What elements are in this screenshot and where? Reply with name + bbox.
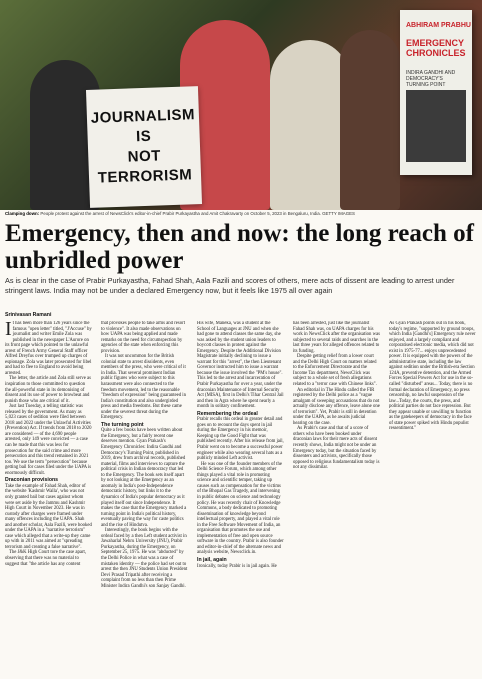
article-column-5: [389, 321, 476, 677]
book-subtitle: INDIRA GANDHI AND DEMOCRACY'S TURNING POINT: [406, 70, 456, 88]
protest-placard: [86, 86, 202, 208]
placard-line: JOURNALISM: [90, 106, 196, 127]
headline: Emergency, then and now: the long reach of unbridled power: [5, 220, 474, 274]
article-paragraph: His wife, Maneka, was a student at the School of Languages at JNU and when she had gone to attend classes the same day, she was asked by the student union leaders to boycott classes in protest against the Emergency. Despite the Additional Division Magistrate initially declining to issue a warrant for this "arrest", the then Lieutenant Governor instructed him to issue a warrant because the issue involved the "PM's house". This led to the arrest and incarceration of Prabir Purkayastha for over a year, under the draconian Maintenance of Internal Security Act (MISA), first in Delhi's Tihar Central Jail and then in Agra where he spent nearly a month in solitary confinement.: [197, 321, 284, 410]
article-paragraph: Ironically, today Prabir is in jail again. He: [197, 563, 277, 569]
book-author: ABHIRAM PRABHU: [406, 22, 471, 29]
article-paragraph: As Gyan Prakash points out in his book, today's regime, "supported by ground troops, which India [Gandhi's] Emergency rule never enjoyed, and a largely compliant and corporatised electronic media, which did not exist in 1975-77... enjoys unprecedented power. It is equipped with the powers of the administrative state, including the law against sedition under the British-era Section 124A, preventive detention, and the Armed Forces Special Powers Act for use in the so-called "disturbed" areas... Today, there is no formal declaration of Emergency, no press censorship, no lawful suspension of the law...Today, the courts, the press, and political parties do not face repression. But they appear unable or unwilling to function as the gatekeepers of democracy in the face of state power spiked with Hindu populist ressentiment.": [389, 321, 476, 432]
book-cover: [400, 10, 472, 175]
byline: Srinivasan Ramani: [5, 312, 52, 318]
article-paragraph: Just last Tuesday, a telling statistic was released by the government. As many as 5,023 cases of sedition were filed between 2018 and 2022 under the Unlawful Activities (Prevention) Act. If trends from 2018 to 2020 are considered — of the 4,690 people arrested, only 149 were convicted — a case can be made that this was less for prosecution for the said crime and more persecution and this trend remained in 2021 too. We use the term "persecution" because getting bail for cases filed under the UAPA is enormously difficult.: [5, 404, 92, 476]
article-paragraph: It was not uncommon for the British colonial state to arrest dissidents, even members of the press, who were critical of it in India. That several prominent Indian public figures who were subject to this harassment were also connected to the freedom movement, led to the reasonable "freedom of expression" being guaranteed in India's constitution and also undergirded press and media freedoms. But these came under the severest threat during the Emergency.: [101, 354, 186, 421]
article-paragraph: has been arrested, just like the journalist Fahad Shah was, on UAPA charges for his work in NewsClick after the organisation was subjected to several raids and searches in the last three years for alleged offences related to its funding.: [293, 321, 380, 354]
article-paragraph: As Prabir's case and that of a score of others who have been booked under draconian laws for their mere acts of dissent recently shows, India might not be under an Emergency today, but the situation faced by dissenters and activists, specifically those opposed to religious fundamentalism today is not any dissimilar.: [293, 426, 380, 471]
article-paragraph: It has been more than 126 years since the famous "open letter" titled, "J'Accuse" by journalist and writer Emile Zola was published in the newspaper L'Aurore on its front page which pointed to the unlawful arrest of French Army General Staff officer Alfred Dreyfus over trumped up charges of espionage. Zola was later prosecuted for libel and had to flee to England to avoid being arrested.: [5, 321, 92, 376]
article-column-2: [101, 321, 188, 677]
subheading: Remembering the ordeal: [197, 410, 258, 417]
book-title: EMERGENCY CHRONICLES: [406, 38, 466, 58]
lead-photo: [0, 0, 482, 210]
article-paragraph: Quite a few books have been written about the Emergency, but a fairly recent one deserves mention. Gyan Prakash's Emergency Chronicles: Indira Gandhi and Democracy's Turning Point, published in 2019, drew from archival records, published material, films and interviews to capture the political crisis in Indian democracy that led to the Emergency. The book sets itself apart by not looking at the Emergency as an anomaly in India's post-Independence democratic history, but links it to the dynamics of India's popular democracy as it played itself out since Independence. It makes the case that the Emergency marked a turning point in India's political history, eventually paving the way for caste politics and the rise of Hindutva.: [101, 428, 187, 528]
placard-line: IS: [135, 127, 152, 146]
caption-text: People protest against the arrest of NewsClick's editor-in-chief Prabir Purkayastha and Amit Chakravarty on October 5, 2023 in Bengaluru, India. GETTY IMAGES: [40, 211, 355, 216]
article-paragraph: Interestingly, the book begins with the ordeal faced by a then Left student activist in Jawaharlal Nehru University (JNU), Prabir Purkayastha, during the Emergency, on September 25, 1975. He was "abducted" by the Delhi Police in what was a case of mistaken identity — the police had set out to arrest the then JNU Students Union President Devi Prasad Tripathi after receiving a complaint from no less than then Prime Minister Indira Gandhi's son Sanjay Gandhi.: [101, 528, 188, 589]
article-paragraph: The J&K High Court tore the case apart, observing that there was no material to suggest that "the article has any content: [5, 550, 87, 567]
article-paragraph: that provokes people to take arms and resort to violence". It also made observations on how UAPA was being applied and made remarks on the need for circumspection by agencies of the state when enforcing this provision.: [101, 321, 186, 354]
subheading: In jail, again: [197, 556, 227, 563]
subheading: Draconian provisions: [5, 477, 59, 484]
article-paragraph: He was one of the founder members of the Delhi Science Forum, which among other things played a vital role in promoting science and scientific temper, taking up causes such as compensation for the victims of the Bhopal Gas Tragedy, and intervening in public debates on science and technology policy. He was recently chair of Knowledge Commons, a body dedicated to promoting dissemination of knowledge beyond intellectual property, and played a vital role in the Free Software Movement of India, an organisation that promotes the use and implementation of free and open source software in the country. Prabir is also founder and editor-in-chief of the alternate news and analysis website, Newsclick.in.: [197, 461, 284, 556]
standfirst: As is clear in the case of Prabir Purkayastha, Fahad Shah, Aala Fazili and scores of others, mere acts of dissent are leading to arrest under stringent laws. India may not be under a declared Emergency now, but it feels like 1975 all over again: [5, 276, 455, 295]
protester-figure: [340, 30, 400, 210]
article-paragraph: Take the example of Fahad Shah, editor of the website 'Kashmir Walla', who was not only granted bail but cases against whom were set aside by the Jammu and Kashmir High Court in November 2023. He was in custody after charges were framed under many offences including the UAPA. Shah and another scholar, Aala Fazili, were booked under the UAPA in a "narrative terrorism" case which alleged that a write-up they came up with in 2011 was aimed at "spreading terrorism and creating a false narrative".: [5, 483, 92, 550]
article-paragraph: The letter, the article and Zola still serve as inspiration to those committed to question the all-powerful state in its demonising of dissent and its use of power to browbeat and punish those who are critical of it.: [5, 376, 91, 404]
subheading: The turning point: [101, 421, 144, 428]
photo-caption: [5, 211, 477, 216]
placard-line: NOT: [127, 147, 162, 166]
protester-figure: [270, 40, 350, 210]
article-paragraph: An editorial in The Hindu called the FIR registered by the Delhi police as a "vague amalgam of sweeping accusations that do not actually disclose any offence, leave alone one of terrorism". Yet, Prabir is still in detention under the UAPA, as he awaits judicial hearing on the case.: [293, 387, 380, 426]
drop-cap: I: [5, 321, 12, 340]
book-cover-image: [406, 90, 466, 162]
article-column-4: [293, 321, 380, 677]
article-paragraph: Prabir recalls this ordeal in greater detail and goes on to recount the days spent in jail during the Emergency in his memoir, Keeping up the Good Fight that was published recently. After his release from jail, Prabir went on to become a successful power engineer while also wearing several hats as a publicly minded Left activist.: [197, 417, 284, 462]
article-column-1: [5, 321, 92, 677]
article-paragraph: Despite getting relief from a lower court and the Delhi High Court on matters related to the Enforcement Directorate and the Income Tax department, NewsClick was subject to a whole set of fresh allegations related to a "terror case with Chinese links".: [293, 354, 377, 388]
caption-label: Clamping down:: [5, 211, 40, 216]
article-column-3: [197, 321, 284, 677]
placard-line: TERRORISM: [97, 166, 193, 187]
